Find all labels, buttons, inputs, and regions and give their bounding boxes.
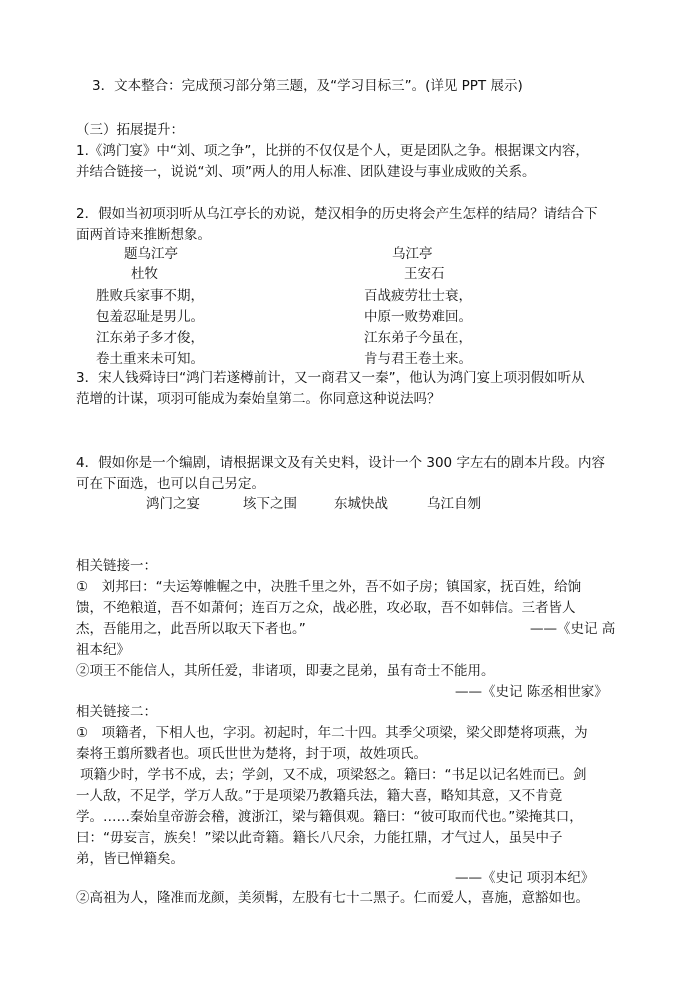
poem-left-line: 卷土重来未可知。 — [96, 351, 204, 367]
link2-p2-line: 项籍少时，学书不成，去；学剑，又不成，项梁怒之。籍曰：“书足以记名姓而已。剑 — [80, 767, 587, 783]
link2-p2-line: 学。……秦始皇帝游会稽，渡浙江，梁与籍俱观。籍曰：“彼可取而代也。”梁掩其口， — [76, 809, 583, 825]
q4-option: 乌江自刎 — [427, 496, 481, 512]
q2-line-2: 面两首诗来推断想象。 — [76, 227, 211, 243]
q1-line-1: 1.《鸿门宴》中“刘、项之争”，比拼的不仅仅是个人，更是团队之争。根据课文内容， — [76, 143, 589, 159]
q3-line-2: 范增的计谋，项羽可能成为秦始皇第二。你同意这种说法吗？ — [76, 391, 441, 407]
link2-heading: 相关链接二： — [76, 704, 157, 720]
q3-line-1: 3．宋人钱舜诗曰“鸿门若遂樽前计，又一商君又一秦”，他认为鸿门宴上项羽假如听从 — [76, 370, 585, 386]
poem-left-title: 题乌江亭 — [124, 246, 178, 262]
link2-p2-line: 弟，皆已惮籍矣。 — [76, 851, 184, 867]
link2-p2-line: 一人敌，不足学，学万人敌。”于是项梁乃教籍兵法，籍大喜，略知其意，又不肯竟 — [76, 788, 563, 804]
poem-right-line: 江东弟子今虽在， — [364, 330, 472, 346]
link1-p1-source-cont: 祖本纪》 — [76, 642, 130, 658]
q4-option: 东城快战 — [334, 496, 388, 512]
link1-p2: ②项王不能信人，其所任爱，非诸项，即妻之昆弟，虽有奇士不能用。 — [76, 663, 495, 679]
link1-heading: 相关链接一： — [76, 558, 157, 574]
link1-p2-source: ——《史记 陈丞相世家》 — [455, 684, 608, 700]
task-3-text: 3．文本整合：完成预习部分第三题，及“学习目标三”。(详见 PPT 展示) — [92, 78, 523, 94]
poem-right-line: 百战疲劳壮士衰， — [364, 288, 472, 304]
q4-option: 垓下之围 — [243, 496, 297, 512]
q4-line-2: 可在下面选，也可以自己另定。 — [76, 476, 265, 492]
poem-left-line: 胜败兵家事不期， — [96, 288, 204, 304]
poem-left-line: 包羞忍耻是男儿。 — [96, 309, 204, 325]
poem-right-title: 乌江亭 — [392, 246, 433, 262]
link2-p1-line: ① 项籍者，下相人也，字羽。初起时，年二十四。其季父项梁，梁父即楚将项燕，为 — [76, 725, 588, 741]
poem-right-line: 中原一败势难回。 — [364, 309, 472, 325]
link1-p1-source: ——《史记 高 — [530, 621, 616, 637]
link2-p1-line: 秦将王翦所戮者也。项氏世世为楚将，封于项，故姓项氏。 — [76, 746, 427, 762]
link1-p1-line: ① 刘邦曰：“夫运筹帷幄之中，决胜千里之外，吾不如子房；镇国家，抚百姓，给饷 — [76, 579, 582, 595]
link1-p1-line: 馈，不绝粮道，吾不如萧何；连百万之众，战必胜，攻必取，吾不如韩信。三者皆人 — [76, 600, 576, 616]
poem-right-line: 肯与君王卷土来。 — [364, 351, 472, 367]
section-title: （三）拓展提升： — [76, 122, 184, 138]
q4-option: 鸿门之宴 — [146, 496, 200, 512]
link2-p2-line: 曰：“毋妄言，族矣！”梁以此奇籍。籍长八尺余，力能扛鼎，才气过人，虽吴中子 — [76, 830, 563, 846]
link2-p3: ②高祖为人，隆准而龙颜，美须髯，左股有七十二黑子。仁而爱人，喜施，意豁如也。 — [76, 890, 589, 906]
link2-p2-source: ——《史记 项羽本纪》 — [455, 870, 595, 886]
q4-line-1: 4．假如你是一个编剧，请根据课文及有关史料，设计一个 300 字左右的剧本片段。内容 — [76, 455, 605, 471]
poem-left-author: 杜牧 — [131, 266, 158, 282]
link1-p1-line: 杰，吾能用之，此吾所以取天下者也。” — [76, 621, 306, 637]
poem-right-author: 王安石 — [404, 266, 445, 282]
q1-line-2: 并结合链接一，说说“刘、项”两人的用人标准、团队建设与事业成败的关系。 — [76, 164, 536, 180]
q2-line-1: 2．假如当初项羽听从乌江亭长的劝说，楚汉相争的历史将会产生怎样的结局？请结合下 — [76, 206, 598, 222]
poem-left-line: 江东弟子多才俊， — [96, 330, 204, 346]
